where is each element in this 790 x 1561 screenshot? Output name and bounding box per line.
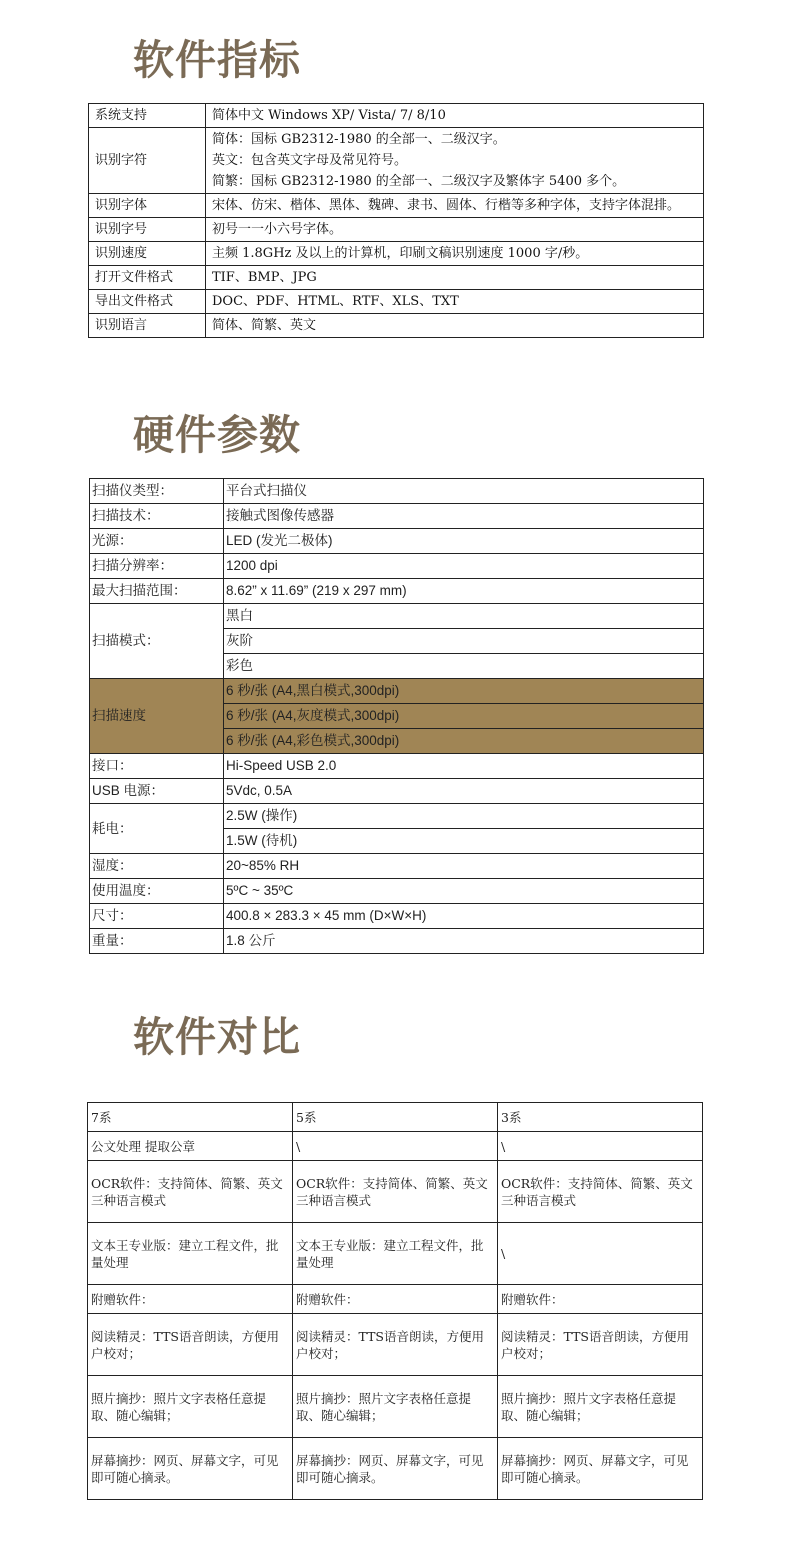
hardware-key: 尺寸：: [90, 904, 224, 929]
spec-value: [206, 128, 704, 194]
spec-value-line: 简体、简繁、英文: [212, 318, 317, 333]
section-title-software-specs: 软件指标: [133, 36, 301, 84]
spec-value: [206, 290, 704, 314]
spec-row: [89, 290, 704, 314]
spec-key: 识别字号: [89, 218, 206, 242]
compare-row: [88, 1285, 703, 1314]
compare-header-row: [88, 1103, 703, 1132]
spec-row: [89, 314, 704, 338]
hardware-row: [90, 904, 704, 929]
spec-row: [89, 194, 704, 218]
spec-row: [89, 266, 704, 290]
hardware-value: 20~85% RH: [224, 854, 704, 879]
hardware-key: 扫描技术：: [90, 504, 224, 529]
hardware-row: [90, 754, 704, 779]
hardware-row: [90, 554, 704, 579]
hardware-row: [90, 929, 704, 954]
spec-key: 导出文件格式: [89, 290, 206, 314]
compare-row: [88, 1314, 703, 1376]
spec-key: 识别速度: [89, 242, 206, 266]
hardware-row: [90, 529, 704, 554]
hardware-key: 使用温度：: [90, 879, 224, 904]
spec-value: [206, 218, 704, 242]
hardware-key: 耗电：: [90, 804, 224, 854]
compare-column-header: 7系: [88, 1103, 293, 1132]
compare-cell: OCR软件：支持简体、简繁、英文三种语言模式: [293, 1161, 498, 1223]
spec-value-line: 主频 1.8GHz 及以上的计算机，印刷文稿识别速度 1000 字/秒。: [212, 246, 589, 261]
spec-key: 识别字符: [89, 128, 206, 194]
compare-cell: \: [293, 1132, 498, 1161]
hardware-value: 5ºC ~ 35ºC: [224, 879, 704, 904]
spec-value-line: 简体：国标 GB2312-1980 的全部一、二级汉字。: [212, 132, 506, 147]
compare-cell: 照片摘抄：照片文字表格任意提取、随心编辑；: [293, 1376, 498, 1438]
compare-row: [88, 1161, 703, 1223]
compare-cell: 文本王专业版：建立工程文件，批量处理: [293, 1223, 498, 1285]
compare-cell: 屏幕摘抄：网页、屏幕文字，可见即可随心摘录。: [498, 1438, 703, 1500]
spec-value: [206, 242, 704, 266]
compare-cell: 附赠软件：: [498, 1285, 703, 1314]
compare-cell: 公文处理 提取公章: [88, 1132, 293, 1161]
spec-row: [89, 242, 704, 266]
hardware-key: 光源：: [90, 529, 224, 554]
compare-row: [88, 1223, 703, 1285]
hardware-value: 6 秒/张 (A4,灰度模式,300dpi): [224, 704, 704, 729]
hardware-key: 重量：: [90, 929, 224, 954]
spec-value-line: DOC、PDF、HTML、RTF、XLS、TXT: [212, 294, 459, 309]
hardware-value: 1.8 公斤: [224, 929, 704, 954]
hardware-value: LED (发光二极体): [224, 529, 704, 554]
spec-key: 打开文件格式: [89, 266, 206, 290]
hardware-row: [90, 679, 704, 704]
compare-cell: 屏幕摘抄：网页、屏幕文字，可见即可随心摘录。: [293, 1438, 498, 1500]
compare-cell: 照片摘抄：照片文字表格任意提取、随心编辑；: [88, 1376, 293, 1438]
compare-cell: 附赠软件：: [88, 1285, 293, 1314]
compare-cell: 阅读精灵：TTS语音朗读，方便用户校对；: [498, 1314, 703, 1376]
hardware-key: USB 电源：: [90, 779, 224, 804]
hardware-row: [90, 504, 704, 529]
hardware-value: 6 秒/张 (A4,彩色模式,300dpi): [224, 729, 704, 754]
spec-value: [206, 314, 704, 338]
hardware-key: 扫描速度: [90, 679, 224, 754]
hardware-row: [90, 804, 704, 829]
spec-value: [206, 104, 704, 128]
hardware-value: 彩色: [224, 654, 704, 679]
spec-value: [206, 194, 704, 218]
compare-cell: 文本王专业版：建立工程文件，批量处理: [88, 1223, 293, 1285]
spec-key: 系统支持: [89, 104, 206, 128]
software-specs-table: [88, 103, 704, 338]
hardware-value: 平台式扫描仪: [224, 479, 704, 504]
hardware-row: [90, 779, 704, 804]
spec-value-line: 英文：包含英文字母及常见符号。: [212, 153, 408, 168]
hardware-row: [90, 479, 704, 504]
hardware-value: 1.5W (待机): [224, 829, 704, 854]
compare-column-header: 5系: [293, 1103, 498, 1132]
software-compare-table: [87, 1102, 703, 1500]
hardware-value: Hi-Speed USB 2.0: [224, 754, 704, 779]
section-title-hardware-params: 硬件参数: [133, 411, 301, 459]
hardware-value: 8.62” x 11.69” (219 x 297 mm): [224, 579, 704, 604]
hardware-row: [90, 604, 704, 629]
compare-cell: OCR软件：支持简体、简繁、英文三种语言模式: [88, 1161, 293, 1223]
spec-value-line: TIF、BMP、JPG: [212, 270, 317, 285]
hardware-row: [90, 879, 704, 904]
compare-cell: OCR软件：支持简体、简繁、英文三种语言模式: [498, 1161, 703, 1223]
hardware-value: 400.8 × 283.3 × 45 mm (D×W×H): [224, 904, 704, 929]
hardware-value: 黑白: [224, 604, 704, 629]
compare-cell: 屏幕摘抄：网页、屏幕文字，可见即可随心摘录。: [88, 1438, 293, 1500]
compare-cell: \: [498, 1132, 703, 1161]
hardware-value: 2.5W (操作): [224, 804, 704, 829]
compare-cell: 照片摘抄：照片文字表格任意提取、随心编辑；: [498, 1376, 703, 1438]
hardware-value: 5Vdc, 0.5A: [224, 779, 704, 804]
hardware-row: [90, 854, 704, 879]
hardware-params-table: [89, 478, 704, 954]
compare-cell: 阅读精灵：TTS语音朗读，方便用户校对；: [293, 1314, 498, 1376]
compare-row: [88, 1376, 703, 1438]
hardware-value: 1200 dpi: [224, 554, 704, 579]
spec-value-line: 宋体、仿宋、楷体、黑体、魏碑、隶书、圆体、行楷等多种字体，支持字体混排。: [212, 198, 681, 213]
hardware-key: 扫描分辨率：: [90, 554, 224, 579]
hardware-key: 扫描仪类型：: [90, 479, 224, 504]
compare-column-header: 3系: [498, 1103, 703, 1132]
hardware-value: 接触式图像传感器: [224, 504, 704, 529]
spec-key: 识别字体: [89, 194, 206, 218]
compare-cell: \: [498, 1223, 703, 1285]
hardware-row: [90, 579, 704, 604]
compare-row: [88, 1438, 703, 1500]
compare-cell: 阅读精灵：TTS语音朗读，方便用户校对；: [88, 1314, 293, 1376]
section-title-software-compare: 软件对比: [133, 1013, 301, 1061]
spec-value-line: 简繁：国标 GB2312-1980 的全部一、二级汉字及繁体字 5400 多个。: [212, 174, 626, 189]
hardware-value: 灰阶: [224, 629, 704, 654]
spec-row: [89, 218, 704, 242]
spec-value-line: 简体中文 Windows XP/ Vista/ 7/ 8/10: [212, 108, 446, 123]
hardware-value: 6 秒/张 (A4,黑白模式,300dpi): [224, 679, 704, 704]
spec-key: 识别语言: [89, 314, 206, 338]
compare-row: [88, 1132, 703, 1161]
hardware-key: 湿度：: [90, 854, 224, 879]
compare-cell: 附赠软件：: [293, 1285, 498, 1314]
spec-row: [89, 104, 704, 128]
spec-value-line: 初号一一小六号字体。: [212, 222, 343, 237]
hardware-key: 接口：: [90, 754, 224, 779]
hardware-key: 扫描模式：: [90, 604, 224, 679]
spec-value: [206, 266, 704, 290]
hardware-key: 最大扫描范围：: [90, 579, 224, 604]
spec-row: [89, 128, 704, 194]
